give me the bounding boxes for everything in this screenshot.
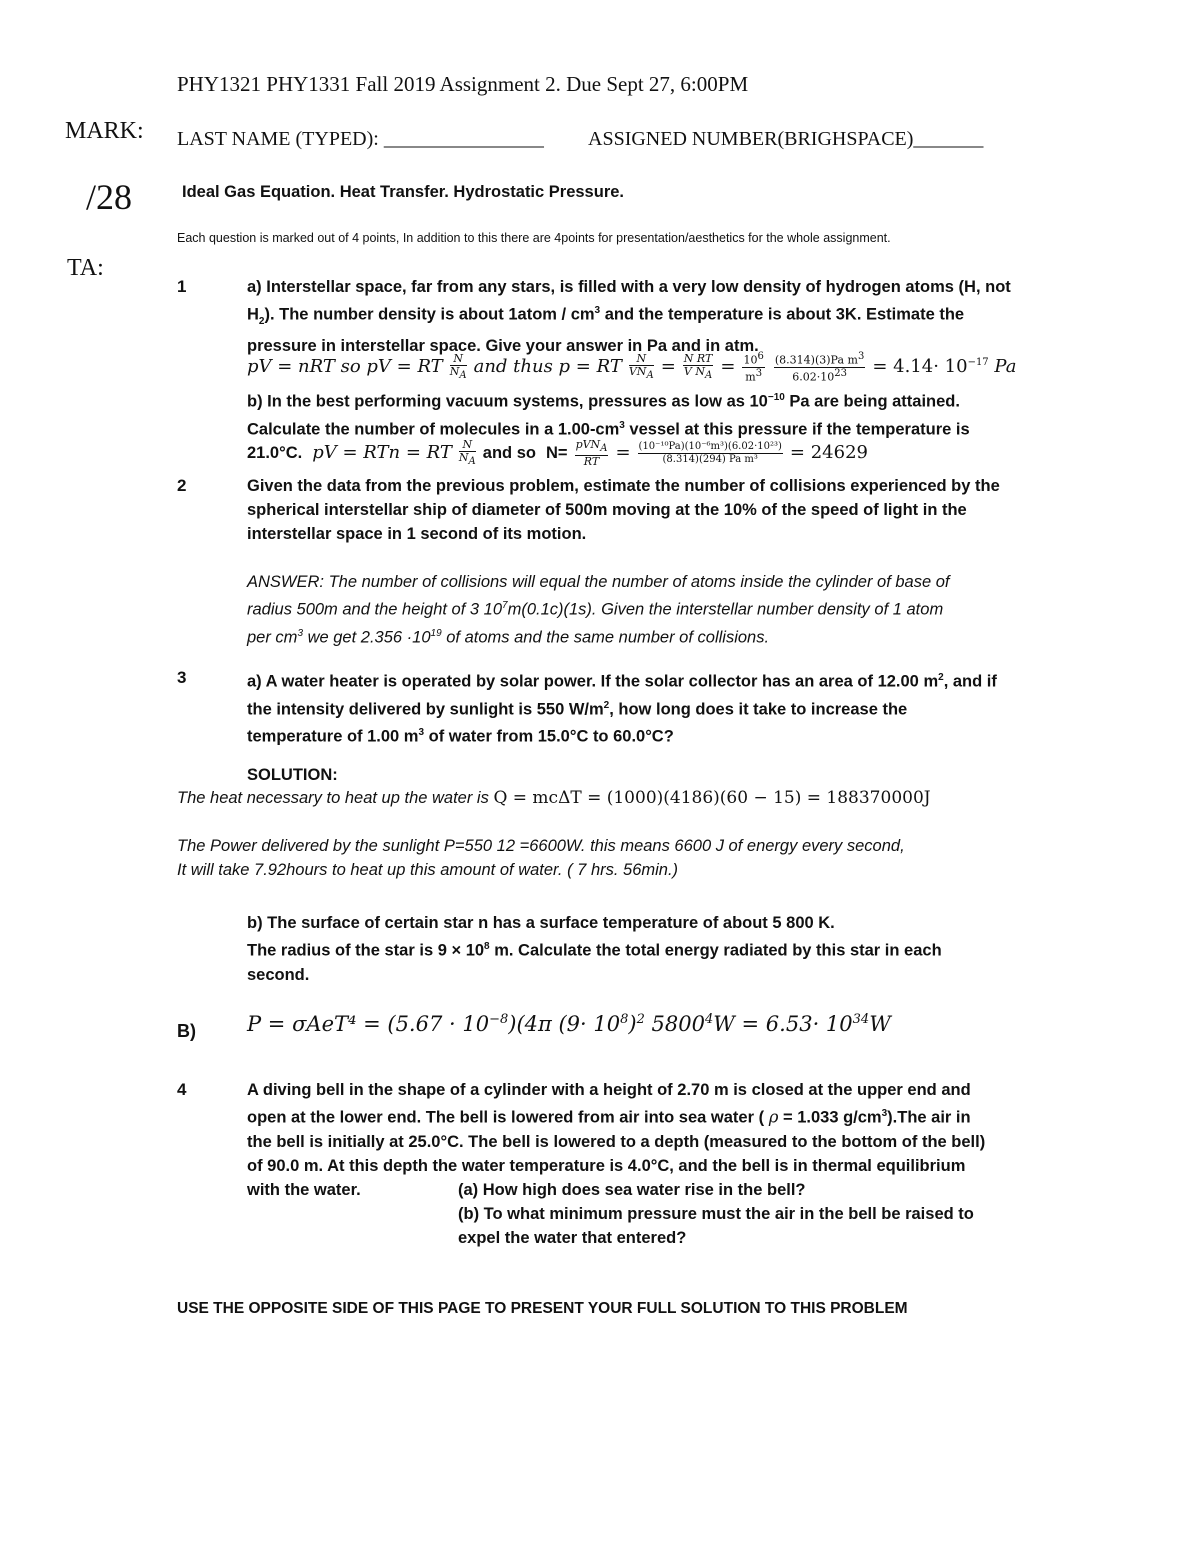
mark-total: /28 (86, 177, 133, 217)
question-4-number: 4 (177, 1080, 187, 1099)
last-name-field: LAST NAME (TYPED): ________________ (177, 128, 544, 150)
question-2-answer: ANSWER: The number of collisions will equal the number of atoms inside the cylinder of base of radius 500m and the height of 3 $10^7m(0.1c)(1s)$. Given the interstellar number density of 1 atom per $cm^3$ we get $2.356 \cdot 10^{19}$ of atoms and the same number of collisions. (247, 573, 950, 646)
question-1a-equation: pV = nRT so pV = RT $\frac{N}{N_A}$ and thus p = RT $\frac{N}{VN_A}$ = $\frac{\text{N RT}}{V N_A}$ = $\frac{10^6}{m^3}$ $\frac{(8.314)(3)Pa m^3}{6.02\cdot 10^{23}}$ = $4.14\cdot 10^{-17}$ Pa (247, 351, 1017, 384)
solution-label: SOLUTION: (247, 766, 338, 784)
question-2-text: Given the data from the previous problem, estimate the number of collisions experienced by the spherical interstellar ship of diameter of 500m moving at the 10% of the speed of light in the interstellar space in 1 second of its motion. (247, 477, 1000, 543)
marking-note: Each question is marked out of 4 points, In addition to this there are 4points for presentation/aesthetics for the whole assignment. (177, 231, 891, 245)
question-3-number: 3 (177, 668, 187, 687)
question-2-number: 2 (177, 476, 187, 495)
ta-label: TA: (67, 255, 104, 281)
footer-instruction: USE THE OPPOSITE SIDE OF THIS PAGE TO PRESENT YOUR FULL SOLUTION TO THIS PROBLEM (177, 1300, 908, 1317)
topics-heading: Ideal Gas Equation. Heat Transfer. Hydrostatic Pressure. (182, 183, 624, 201)
assigned-number-field: ASSIGNED NUMBER(BRIGHSPACE)_______ (588, 128, 984, 150)
part-b-label: B) (177, 1021, 196, 1041)
assignment-title: PHY1321 PHY1331 Fall 2019 Assignment 2. Due Sept 27, 6:00PM (177, 72, 749, 96)
question-1a-text: a) Interstellar space, far from any stars, is filled with a very low density of hydrogen atoms (H, not $H_2$). The number density is about 1atom / $cm^3$ and the temperature is about 3K. Estimate the pressure in interstellar space. Give your answer in Pa and in atm. (247, 278, 1011, 355)
mark-label: MARK: (65, 118, 144, 144)
question-1b-text: b) In the best performing vacuum systems, pressures as low as $10^{-10}$ Pa are being attained. Calculate the number of molecules in a $1.00-cm^3$ vessel at this pressure if the temperature is (247, 392, 970, 438)
solution-power-lines: The Power delivered by the sunlight P=550 12 =6600W. this means 6600 J of energy every second, It will take 7.92hours to heat up this amount of water. ( 7 hrs. 56min.) (177, 837, 905, 879)
solution-heat-line: The heat necessary to heat up the water is Q = mcΔT = (1000)(4186)(60 − 15) = 188370000J (177, 788, 931, 808)
question-3a-text: a) A water heater is operated by solar power. If the solar collector has an area of 12.00 $m^2$, and if the intensity delivered by sunlight is 550 $W/m^2$, how long does it take to increase the temperature of 1.00 $m^3$ of water from 15.0°C to 60.0°C? (247, 672, 997, 746)
question-4-text: A diving bell in the shape of a cylinder with a height of 2.70 m is closed at the upper end and open at the lower end. The bell is lowered from air into sea water ( ρ = 1.033 $g/cm^3).The$ air in the bell is initially at 25.0°C. The bell is lowered to a depth (measured to the bottom of the bell) of 90.0 m. At this depth the water temperature is 4.0°C, and the bell is in thermal equilibrium with the water. (247, 1081, 986, 1199)
stefan-boltzmann-equation: $P = \sigma AeT^4 = (5.67 \cdot 10^{-8})(4\pi$ $(9\cdot 10^8)^2$ $5800^4W = 6.53\cdot 10^{34}W$ (247, 1012, 891, 1036)
question-1-number: 1 (177, 277, 187, 296)
question-1b-equation: 21.0°C. pV = RTn = RT $\frac{N}{N_A}$ and so N= $\frac{pVN_A}{RT}$ = $\frac{\text{(10⁻¹⁰Pa)(10⁻⁶m³)(6.02·10²³)}}{\text{(8.314)(294) Pa m³}}$ = 24629 (247, 437, 868, 468)
question-4-parts: (a) How high does sea water rise in the bell? (b) To what minimum pressure must the air in the bell be raised to expel the water that entered? (458, 1181, 974, 1247)
question-3b-text: b) The surface of certain star n has a surface temperature of about 5 800 K. The radius of the star is $9 \times 10^8$ m. Calculate the total energy radiated by this star in each second. (247, 914, 942, 984)
